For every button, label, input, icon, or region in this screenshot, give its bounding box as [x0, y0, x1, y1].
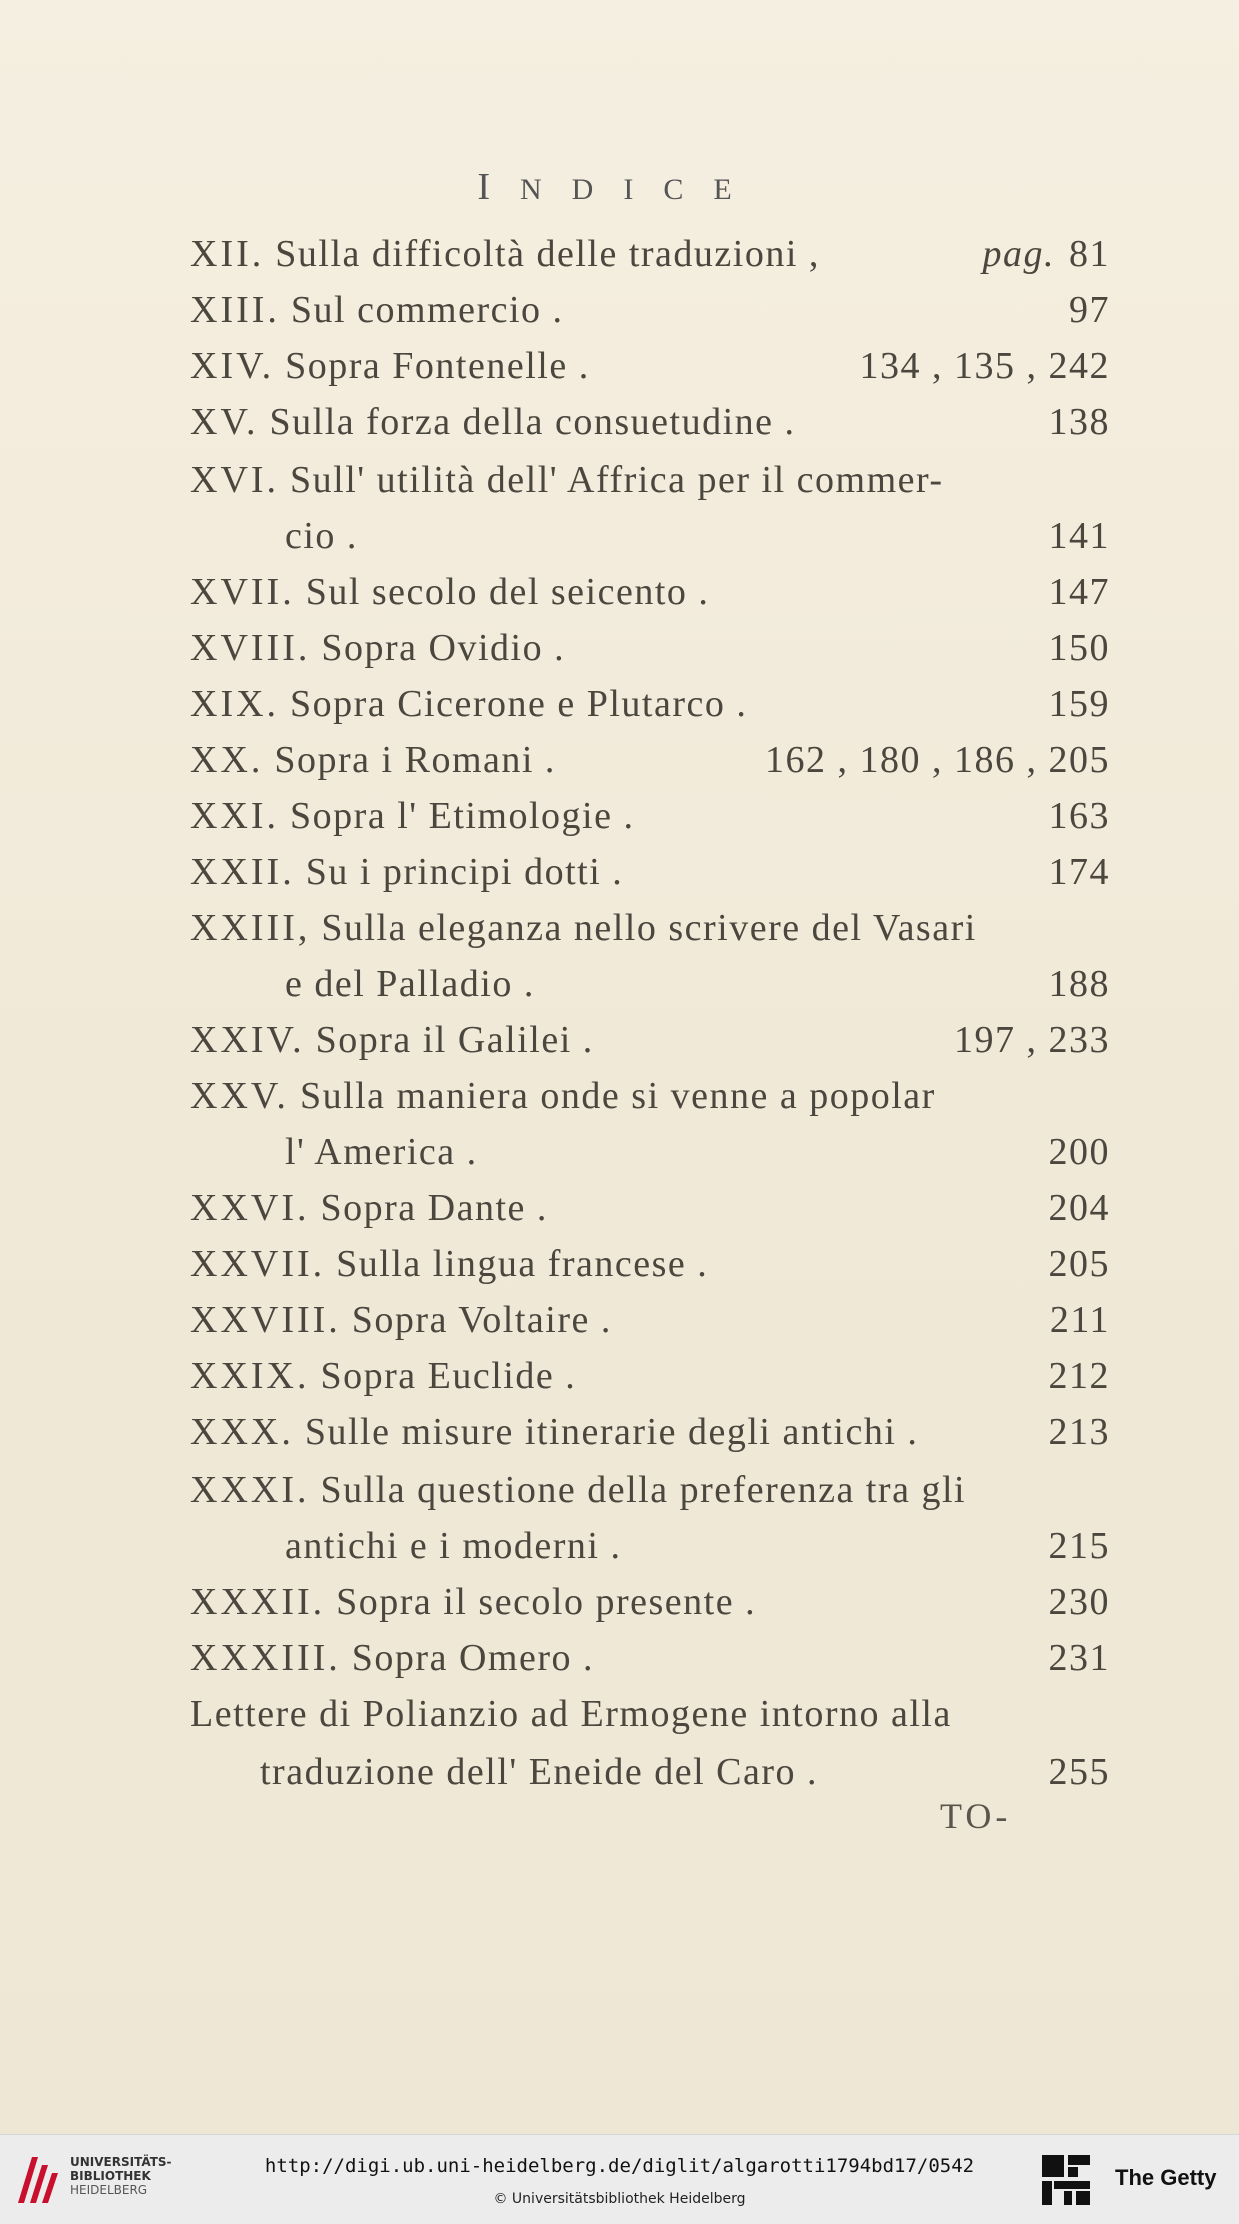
index-entry	[190, 734, 1110, 786]
page-value: 150	[1048, 627, 1110, 669]
page-value: 255	[1048, 1751, 1110, 1793]
viewer-footer	[0, 2134, 1239, 2224]
index-entry	[190, 1464, 1110, 1516]
entry-title: Sulla forza della consuetudine .	[269, 401, 796, 443]
entry-page-number	[1049, 1126, 1111, 1178]
entry-numeral: XII.	[190, 233, 265, 275]
entry-numeral: XVI.	[190, 459, 280, 501]
entry-title: cio .	[285, 515, 358, 557]
catchword: TO-	[940, 1796, 1012, 1836]
entry-title: Sulle misure itinerarie degli antichi .	[304, 1411, 919, 1453]
page-value: 205	[1048, 1243, 1110, 1285]
entry-numeral: XXIII,	[190, 907, 311, 949]
index-entry	[190, 284, 1110, 336]
entry-title: Sopra l' Etimologie .	[290, 795, 635, 837]
index-entry	[190, 396, 1110, 448]
index-entry	[190, 1576, 1110, 1628]
index-entry	[190, 846, 1110, 898]
page-value: 212	[1048, 1355, 1110, 1397]
entry-numeral: XX.	[190, 739, 264, 781]
index-entry	[190, 622, 1110, 674]
entry-page-number	[1049, 1406, 1111, 1458]
entry-page-number	[1049, 510, 1111, 562]
entry-title: Sulla questione della preferenza tra gli	[320, 1469, 967, 1511]
entry-page-number	[954, 1014, 1110, 1066]
partner-name: The Getty	[1115, 2165, 1217, 2190]
page-value: 163	[1048, 795, 1110, 837]
entry-title: Sopra Voltaire .	[351, 1299, 612, 1341]
entry-title: Sopra Omero .	[351, 1637, 594, 1679]
page-heading: INDICE	[477, 166, 762, 208]
entry-numeral: XXI.	[190, 795, 280, 837]
entry-numeral: XXVIII.	[190, 1299, 341, 1341]
entry-numeral: XVIII.	[190, 627, 311, 669]
index-entry	[285, 958, 1110, 1010]
entry-title: Sulla maniera onde si venne a popolar	[299, 1075, 936, 1117]
page-value: 81	[1069, 233, 1110, 275]
entry-title: Sulla eleganza nello scrivere del Vasari	[321, 907, 977, 949]
library-name: UNIVERSITÄTS- BIBLIOTHEK HEIDELBERG	[70, 2155, 172, 2197]
page-value: 211	[1049, 1299, 1110, 1341]
entry-numeral: XXIV.	[190, 1019, 305, 1061]
entry-numeral: XVII.	[190, 571, 295, 613]
index-entry	[190, 1238, 1110, 1290]
entry-page-number	[1049, 790, 1111, 842]
entry-title: Sopra il secolo presente .	[336, 1581, 757, 1623]
index-entry	[190, 454, 1110, 506]
page-value: 188	[1048, 963, 1110, 1005]
page-value: 174	[1048, 851, 1110, 893]
page-value: 200	[1048, 1131, 1110, 1173]
entry-numeral: XIV.	[190, 345, 275, 387]
entry-numeral: XXV.	[190, 1075, 289, 1117]
entry-page-number	[1049, 566, 1111, 618]
entry-title: Sopra Euclide .	[320, 1355, 577, 1397]
index-entry	[190, 902, 1110, 954]
entry-numeral: XXXIII.	[190, 1637, 341, 1679]
entry-page-number	[1050, 1294, 1110, 1346]
page-value: 197 , 233	[954, 1019, 1110, 1061]
entry-numeral: XXVII.	[190, 1243, 326, 1285]
entry-page-number	[1049, 846, 1111, 898]
page-value: 230	[1048, 1581, 1110, 1623]
index-entry	[190, 340, 1110, 392]
page-value: 138	[1048, 401, 1110, 443]
getty-logo-icon[interactable]	[1040, 2153, 1094, 2211]
page-abbreviation: pag.	[982, 233, 1055, 275]
page-value: 231	[1048, 1637, 1110, 1679]
entry-page-number	[765, 734, 1110, 786]
entry-page-number	[1049, 1238, 1111, 1290]
index-entry	[190, 678, 1110, 730]
index-entry	[190, 1350, 1110, 1402]
entry-numeral: XXII.	[190, 851, 295, 893]
entry-page-number	[1049, 622, 1111, 674]
entry-title: Sull' utilità dell' Affrica per il commer-	[290, 459, 944, 501]
entry-numeral: XXXII.	[190, 1581, 326, 1623]
page-value: 159	[1048, 683, 1110, 725]
page-value: 134 , 135 , 242	[859, 345, 1110, 387]
entry-title: Sulla lingua francese .	[336, 1243, 709, 1285]
entry-numeral: XIX.	[190, 683, 280, 725]
index-entry	[190, 1014, 1110, 1066]
page-value: 147	[1048, 571, 1110, 613]
entry-numeral: XXXI.	[190, 1469, 310, 1511]
page-value: 215	[1048, 1525, 1110, 1567]
index-entry	[260, 1746, 1110, 1798]
index-entry	[190, 228, 1110, 280]
page-value: 97	[1069, 289, 1110, 331]
entry-page-number	[1049, 396, 1111, 448]
permalink-url[interactable]: http://digi.ub.uni-heidelberg.de/diglit/algarotti1794bd17/0542	[264, 2155, 975, 2177]
entry-title: Su i principi dotti .	[305, 851, 624, 893]
entry-title: Sopra il Galilei .	[315, 1019, 594, 1061]
entry-title: traduzione dell' Eneide del Caro .	[260, 1751, 818, 1793]
index-entry	[190, 1406, 1110, 1458]
entry-numeral: XXVI.	[190, 1187, 310, 1229]
copyright-notice: © Universitätsbibliothek Heidelberg	[493, 2191, 746, 2207]
entry-page-number	[983, 228, 1111, 280]
page-value: 204	[1048, 1187, 1110, 1229]
entry-page-number	[1069, 284, 1110, 336]
index-entry	[190, 566, 1110, 618]
entry-title: Sopra Dante .	[320, 1187, 548, 1229]
entry-page-number	[1049, 1632, 1111, 1684]
entry-title: Sopra Ovidio .	[321, 627, 566, 669]
entry-numeral: XXX.	[190, 1411, 294, 1453]
entry-page-number	[1049, 1182, 1111, 1234]
entry-page-number	[1049, 1520, 1111, 1572]
entry-page-number	[1049, 1350, 1111, 1402]
entry-title: l' America .	[285, 1131, 478, 1173]
entry-page-number	[860, 340, 1111, 392]
entry-page-number	[1049, 678, 1111, 730]
page-value: 141	[1048, 515, 1110, 557]
page-value: 213	[1048, 1411, 1110, 1453]
entry-page-number	[1049, 1576, 1111, 1628]
index-entry	[190, 1182, 1110, 1234]
index-entry	[190, 790, 1110, 842]
entry-title: Sulla difficoltà delle traduzioni ,	[275, 233, 820, 275]
index-entry	[190, 1070, 1110, 1122]
entry-page-number	[1049, 958, 1111, 1010]
index-entry	[285, 1520, 1110, 1572]
entry-numeral: XIII.	[190, 289, 280, 331]
index-entry	[190, 1632, 1110, 1684]
entry-page-number	[1049, 1746, 1111, 1798]
entry-title: Sul secolo del seicento .	[305, 571, 710, 613]
index-entry	[190, 1688, 1110, 1740]
index-entry	[190, 1294, 1110, 1346]
index-entry	[285, 510, 1110, 562]
entry-title: Sopra Cicerone e Plutarco .	[290, 683, 748, 725]
entry-title: Sopra i Romani .	[274, 739, 556, 781]
entry-numeral: XV.	[190, 401, 259, 443]
index-entry	[285, 1126, 1110, 1178]
entry-numeral: XXIX.	[190, 1355, 310, 1397]
entry-title: Sul commercio .	[290, 289, 564, 331]
page-value: 162 , 180 , 186 , 205	[765, 739, 1110, 781]
entry-title: e del Palladio .	[285, 963, 535, 1005]
entry-title: antichi e i moderni .	[285, 1525, 622, 1567]
entry-title: Lettere di Polianzio ad Ermogene intorno alla	[190, 1693, 952, 1735]
entry-title: Sopra Fontenelle .	[285, 345, 590, 387]
